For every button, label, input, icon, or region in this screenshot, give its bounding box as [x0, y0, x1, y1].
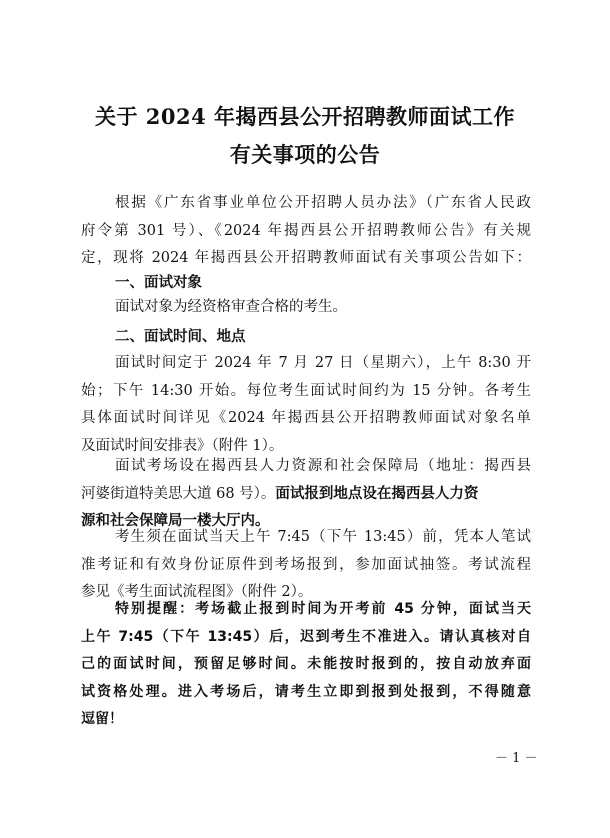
venue-line-2	[81, 481, 531, 509]
venue-address-text: 河婆街道特美思大道 68 号）。	[81, 485, 276, 502]
venue-checkin-text-cont: 源和社会保障局一楼大厅内。	[81, 513, 270, 530]
document-title-line-2: 有关事项的公告	[229, 142, 381, 167]
page-number: － 1 －	[495, 751, 538, 766]
intro-line-2: 府令第 301 号）、《2024 年揭西县公开招聘教师公告》有关规	[81, 222, 531, 239]
intro-line-3: 定，现将 2024 年揭西县公开招聘教师面试有关事项公告如下：	[81, 250, 531, 267]
reminder-line-1: 特别提醒：考场截止报到时间为开考前 45 分钟，面试当天	[115, 601, 531, 617]
reminder-line-4: 试资格处理。进入考场后，请考生立即到报到处报到，不得随意	[81, 683, 531, 700]
checkin-line-1: 考生须在面试当天上午 7:45（下午 13:45）前，凭本人笔试	[115, 529, 531, 545]
special-reminder-paragraph	[81, 596, 531, 734]
section-2-heading: 二、面试时间、地点	[115, 329, 246, 345]
reminder-line-3: 己的面试时间，预留足够时间。未能按时报到的，按自动放弃面	[81, 656, 531, 673]
intro-line-1: 根据《广东省事业单位公开招聘人员办法》（广东省人民政	[115, 195, 531, 211]
document-title-line-1: 关于 2024 年揭西县公开招聘教师面试工作	[94, 104, 516, 129]
schedule-line-1: 面试时间定于 2024 年 7 月 27 日（星期六），上午 8:30 开	[115, 355, 531, 371]
reminder-line-2: 上午 7:45（下午 13:45）后，迟到考生不准进入。请认真核对自	[81, 628, 531, 645]
venue-line-1: 面试考场设在揭西县人力资源和社会保障局（地址：揭西县	[115, 458, 531, 474]
intro-paragraph	[81, 190, 531, 273]
schedule-line-2: 始；下午 14:30 开始。每位考生面试时间约为 15 分钟。各考生	[81, 382, 531, 399]
venue-checkin-text: 面试报到地点设在揭西县人力资	[275, 485, 479, 502]
section-1-paragraph	[81, 294, 531, 322]
checkin-line-3: 参见《考生面试流程图》（附件 2）。	[81, 584, 313, 601]
section-1-text: 面试对象为经资格审查合格的考生。	[115, 299, 347, 315]
schedule-paragraph	[81, 350, 531, 460]
checkin-line-2: 准考证和有效身份证原件到考场报到，参加面试抽签。考试流程	[81, 556, 531, 573]
reminder-line-5: 逗留！	[81, 711, 123, 728]
section-1-heading: 一、面试对象	[115, 275, 202, 291]
schedule-line-4: 及面试时间安排表》（附件 1）。	[81, 437, 284, 454]
schedule-line-3: 具体面试时间详见《2024 年揭西县公开招聘教师面试对象名单	[81, 410, 531, 427]
checkin-paragraph	[81, 524, 531, 607]
